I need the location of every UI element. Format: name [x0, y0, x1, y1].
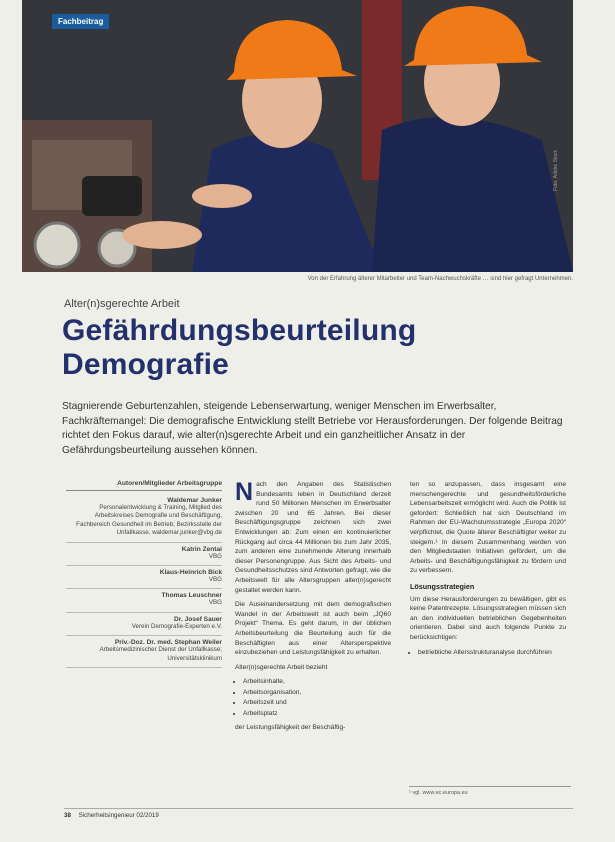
hero-photo — [22, 0, 573, 272]
body-paragraph: Die Auseinandersetzung mit dem demografischen Wandel in der Arbeitswelt ist auch beim „JQ60 Projekt“ Thema. Es geht darum, in der üblichen Arbeitsbeurteilung die Beurteilung auch für die Beschäftigten aus einer Altersperspektive einzubeziehen und Leistungsfähigkeit zu erhalten. — [235, 601, 391, 657]
author-org: Personalentwicklung & Training, Mitglied des Arbeitskreises Demografie und Beschäftigung, Fachbereich Gesundheit im Betrieb; Bezirksstelle der Unfallkasse, waldemar.junker@vbg.de — [76, 504, 222, 537]
author-name: Thomas Leuschner — [161, 592, 222, 600]
author-name: Dr. Josef Sauer — [173, 615, 222, 623]
photo-caption: Von der Erfahrung älterer Mitarbeiter und Team-Nachwuchskräfte … sind hier gefragt Unternehmen. — [307, 276, 573, 282]
page-number: 38 — [64, 812, 71, 819]
author-org: Arbeitsmedizinischer Dienst der Unfallkasse; Universitätsklinikum — [99, 646, 222, 662]
subheading: Lösungsstrategien — [410, 581, 475, 591]
body-column-1 — [235, 480, 391, 737]
body-paragraph: ten so anzupassen, dass insgesamt eine menschengerechte und gesundheitsförderliche Lebensarbeitszeit ermöglicht wird. Auch die Politik ist gefordert: Schließlich hat sich Deutschland im Rahmen der EU-Wachstumsstrategie „Europa 2020“ verpflichtet, die Quote älterer Beschäftigter weiter zu steigern.¹ In diesem Zusammenhang werden von den Mitgliedstaaten Initiativen gefördert, um die Arbeits- und Beschäftigungsfähigkeit zu fördern und zu verbessern. — [410, 481, 566, 575]
photo-credit: Foto: Adobe Stock — [553, 150, 559, 191]
list-item: • betriebliche Altersstrukturanalyse durchführen — [418, 648, 566, 658]
page-title — [62, 314, 416, 382]
title-line-2: Demografie — [62, 348, 230, 381]
page-footer — [64, 808, 573, 819]
author-entry — [66, 613, 222, 636]
publication-name: Sicherheitsingenieur 02/2019 — [78, 812, 159, 819]
author-org: VBG — [208, 552, 222, 560]
author-box-heading: Autoren/Mitglieder Arbeitsgruppe — [66, 480, 222, 491]
body-paragraph: Um diese Herausforderungen zu bewältigen, gibt es keine Patentrezepte. Lösungsstrategien müssen sich an den individuellen betrieblichen Gegebenheiten orientieren. Dabei sind auch folgende Punkte zu berücksichtigen: — [410, 595, 566, 641]
list-item: • Arbeitszeit und — [243, 698, 391, 708]
author-name: Waldemar Junker — [167, 497, 222, 504]
author-org: VBG — [208, 599, 222, 607]
lead-paragraph: Stagnierende Geburtenzahlen, steigende Lebenserwartung, weniger Menschen im Erwerbsalter, Fachkräftemangel: Die demografische Entwicklung stellt Betriebe vor Herausforderungen. Der folgende Beitrag richtet den Fokus darauf, wie alter(n)sgerechte Arbeit und ein ganzheitlicher Ansatz in der Gefährdungsbeurteilung aussehen können. — [62, 401, 563, 456]
author-name: Katrin Zentai — [181, 545, 222, 553]
drop-cap: N — [235, 478, 254, 506]
author-entry — [66, 589, 222, 612]
author-box — [66, 480, 222, 668]
body-paragraph: der Leistungsfähigkeit der Beschäftig- — [235, 723, 346, 731]
author-name: Klaus-Heinrich Bick — [159, 569, 222, 577]
author-name: Priv.-Doz. Dr. med. Stephan Weiler — [114, 639, 222, 647]
bullet-list — [235, 677, 391, 718]
author-entry — [66, 636, 222, 668]
paragraph-text: ach den Angaben des Statistischen Bundesamts leben in Deutschland derzeit rund 50 Millionen Menschen im Erwerbsalter zwischen 20 und 65 Jahren. Bei dieser Beschäftigungsgruppe zeichnen sich zwei Entwicklungen ab: Zum einen ein kontinuierlicher Rückgang auf circa 44 Millionen bis zum Jahr 2035, zum anderen eine zunehmende Alterung innerhalb dieser Personengruppe. Aus Sicht des Arbeits- und Gesundheitsschutzes sind Antworten gefragt, wie die Arbeitswelt für alle Altersgruppen alter(n)sgerecht gestaltet werden kann. — [235, 481, 391, 594]
author-entry — [66, 494, 222, 543]
author-entry — [66, 566, 222, 589]
footnote: ¹ vgl. www.ec.europa.eu — [409, 786, 571, 796]
section-badge: Fachbeitrag — [52, 14, 109, 29]
title-line-1: Gefährdungsbeurteilung — [62, 314, 417, 347]
list-item: • Arbeitsplatz — [243, 709, 391, 719]
list-item: • Arbeitsinhalte, — [243, 677, 391, 687]
kicker: Alter(n)sgerechte Arbeit — [64, 298, 180, 310]
list-item: • Arbeitsorganisation, — [243, 688, 391, 698]
author-org: VBG — [208, 576, 222, 584]
author-org: Verein Demografie-Experten e.V. — [131, 622, 222, 630]
body-paragraph: Alter(n)sgerechte Arbeit bezieht — [235, 663, 328, 671]
bullet-list — [410, 648, 566, 658]
author-entry — [66, 543, 222, 566]
body-paragraph — [235, 480, 391, 595]
workers-illustration — [22, 0, 573, 272]
body-column-2 — [410, 480, 566, 661]
